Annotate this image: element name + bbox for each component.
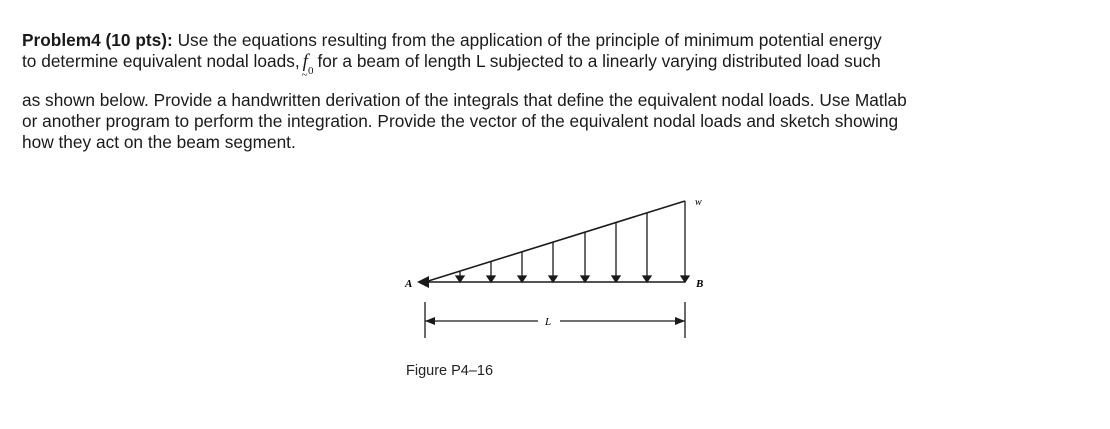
label-a: A — [405, 278, 413, 290]
problem-heading: Problem4 (10 pts): — [22, 30, 173, 50]
problem-line-4: or another program to perform the integration. Provide the vector of the equivalent nodal loads and sketch showing — [22, 110, 899, 131]
load-arrow — [681, 201, 689, 282]
problem-line-5: how they act on the beam segment. — [22, 131, 296, 152]
load-arrow — [581, 232, 589, 282]
problem-line-3: as shown below. Provide a handwritten derivation of the integrals that define the equivalent nodal loads. Use Matlab — [22, 89, 907, 110]
problem-line-2-before: to determine equivalent nodal loads, — [22, 51, 300, 71]
beam-load-figure — [395, 190, 725, 390]
load-arrow — [549, 242, 557, 282]
symbol-tilde: ~ — [301, 69, 308, 81]
label-b: B — [696, 278, 704, 290]
load-arrow — [487, 262, 495, 282]
load-arrow — [612, 223, 620, 282]
symbol-base: f — [302, 51, 308, 72]
figure-caption: Figure P4–16 — [406, 363, 494, 379]
symbol-subscript: 0 — [307, 64, 314, 77]
load-arrow — [643, 213, 651, 282]
label-w: w — [695, 197, 702, 208]
dimension-arrow-left — [425, 317, 435, 325]
label-length: L — [545, 316, 552, 328]
problem-line-2-after: for a beam of length L subjected to a linearly varying distributed load such — [317, 51, 881, 71]
problem-statement — [22, 30, 1092, 153]
dimension-arrow-right — [675, 317, 685, 325]
load-arrow — [518, 252, 526, 282]
nodal-load-vector-symbol — [303, 51, 314, 80]
problem-line-1-text: Use the equations resulting from the application of the principle of minimum potential energy — [177, 30, 882, 50]
problem-line-1 — [22, 30, 1092, 51]
load-distribution-line — [425, 201, 685, 282]
problem-line-2 — [22, 51, 1092, 80]
load-arrows — [456, 201, 689, 282]
